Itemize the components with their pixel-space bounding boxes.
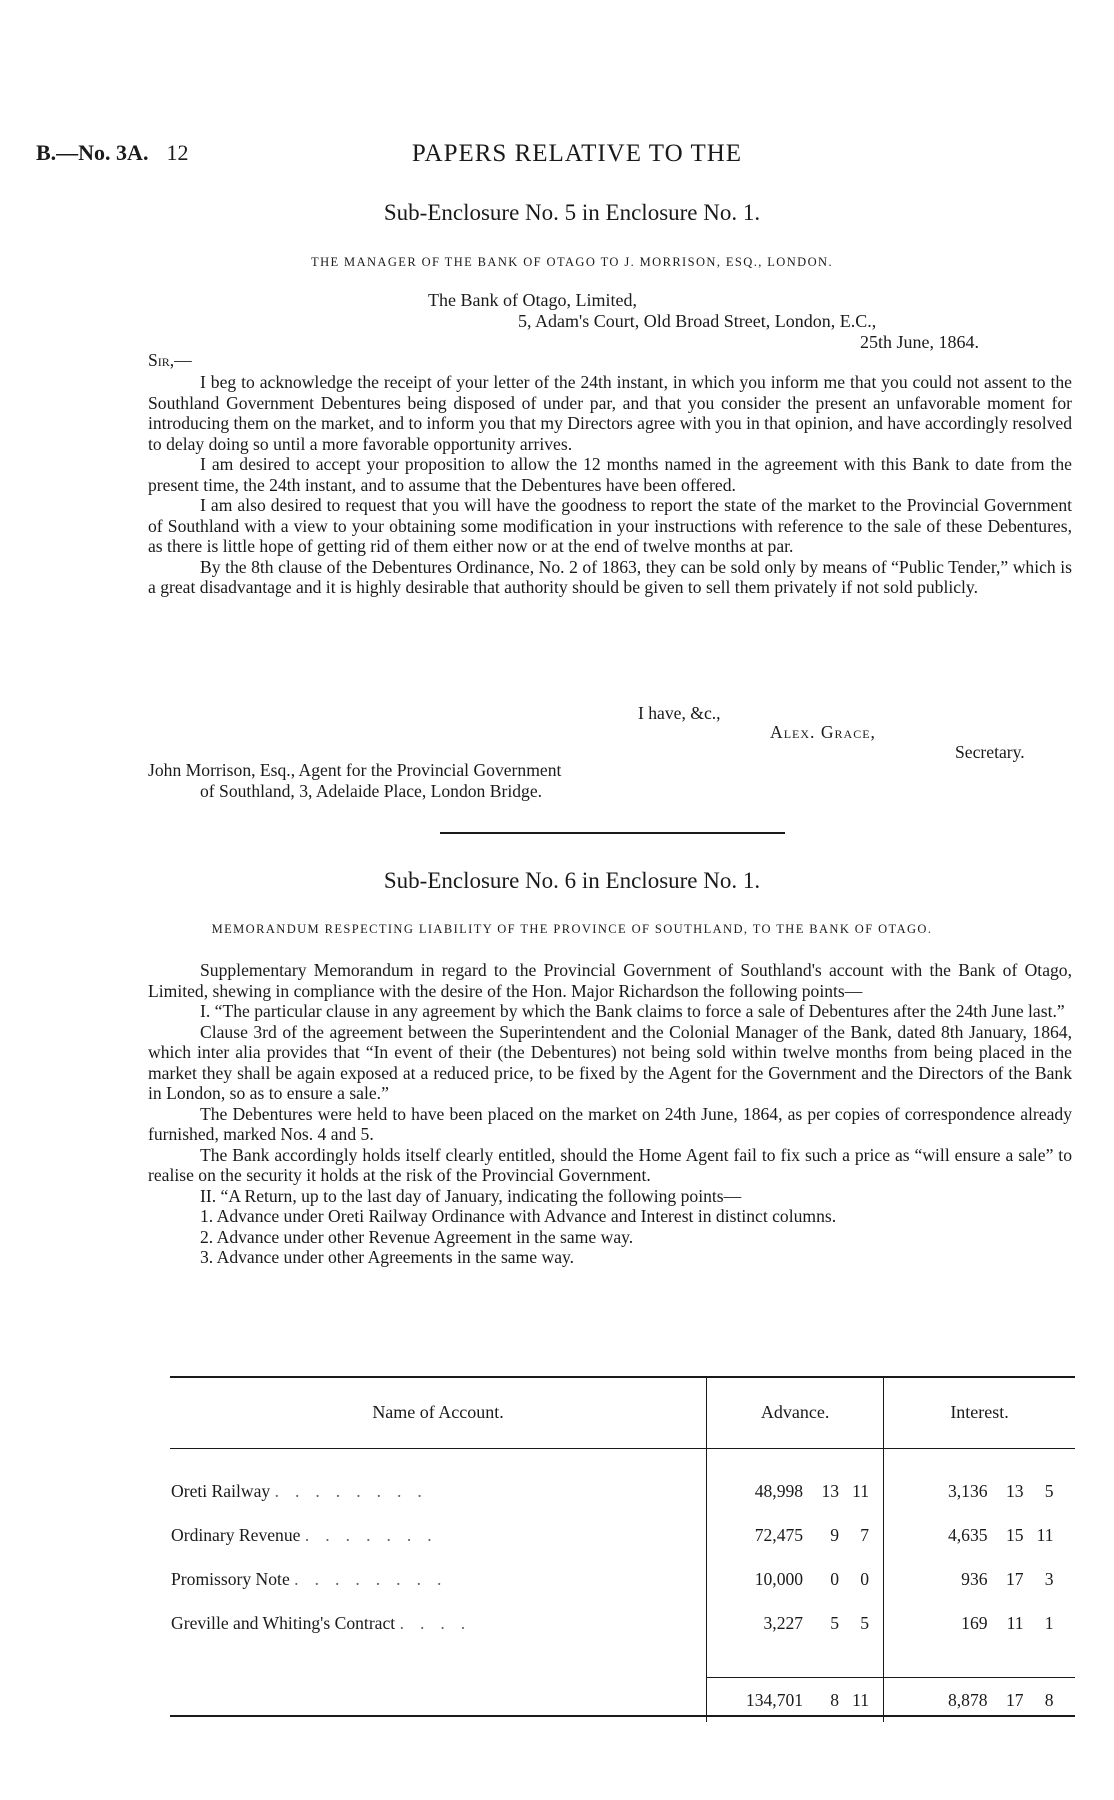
table-row: Promissory Note ........ 10,000 0 0 936 17 3 xyxy=(170,1557,1075,1601)
advance-pence: 0 xyxy=(860,1568,870,1589)
total-advance-shillings: 8 xyxy=(830,1689,840,1710)
memo-paragraph: II. “A Return, up to the last day of January, indicating the following points— xyxy=(200,1185,742,1206)
interest-shillings: 15 xyxy=(1005,1524,1024,1545)
interest-pence: 5 xyxy=(1044,1480,1054,1501)
total-advance-pounds: 134,701 xyxy=(745,1689,804,1710)
advance-shillings: 0 xyxy=(830,1568,840,1589)
memo-paragraph: The Debentures were held to have been placed on the market on 24th June, 1864, as per copies of correspondence already furnished, marked Nos. 4 and 5. xyxy=(148,1103,1072,1144)
sender-address-line-1: The Bank of Otago, Limited, xyxy=(428,290,637,310)
letter-paragraph: I beg to acknowledge the receipt of your letter of the 24th instant, in which you inform me that you could not assent to the Southland Government Debentures being disposed of under par, and that you consider the present an unfavorable moment for introducing them on the market, and to inform you that my Directors agree with you in that opinion, and have accordingly resolved to delay doing so until a more favorable opportunity arrives. xyxy=(148,372,1072,454)
table-row: Ordinary Revenue ....... 72,475 9 7 4,635 15 11 xyxy=(170,1513,1075,1557)
total-interest-pence: 8 xyxy=(1044,1689,1054,1710)
sub-enclosure-5-subheading: THE MANAGER OF THE BANK OF OTAGO TO J. MORRISON, ESQ., LONDON. xyxy=(311,255,833,269)
signatory-name: Alex. Grace, xyxy=(770,722,876,742)
table-row: Greville and Whiting's Contract .... 3,227 5 5 169 11 1 xyxy=(170,1601,1075,1645)
interest-pounds: 3,136 xyxy=(947,1480,988,1501)
interest-shillings: 17 xyxy=(1005,1568,1024,1589)
interest-pence: 1 xyxy=(1044,1612,1054,1633)
reference-number: B.—No. 3A. xyxy=(36,140,149,165)
memo-paragraph: The Bank accordingly holds itself clearly entitled, should the Home Agent fail to fix such a price as “will ensure a sale” to realise on the security it holds at the risk of the Provincial Government. xyxy=(148,1144,1072,1185)
account-name: Oreti Railway xyxy=(171,1480,271,1501)
interest-pence: 3 xyxy=(1044,1568,1054,1589)
memo-list-item: 2. Advance under other Revenue Agreement in the same way. xyxy=(200,1226,634,1247)
advance-shillings: 5 xyxy=(830,1612,840,1633)
account-name: Ordinary Revenue xyxy=(171,1524,301,1545)
recipient-line-2: of Southland, 3, Adelaide Place, London Bridge. xyxy=(200,781,543,801)
advance-pence: 5 xyxy=(860,1612,870,1633)
salutation: Sir,— xyxy=(148,350,192,370)
interest-pounds: 4,635 xyxy=(947,1524,988,1545)
interest-pounds: 169 xyxy=(961,1612,988,1633)
column-header-name: Name of Account. xyxy=(170,1376,707,1449)
column-header-interest: Interest. xyxy=(884,1376,1075,1449)
table-bottom-rule xyxy=(170,1715,1075,1717)
page-number: 12 xyxy=(166,140,189,165)
advance-pence: 11 xyxy=(852,1480,870,1501)
advance-pounds: 10,000 xyxy=(754,1568,804,1589)
account-name: Promissory Note xyxy=(171,1568,290,1589)
running-title: PAPERS RELATIVE TO THE xyxy=(411,140,743,167)
letter-paragraph: I am desired to accept your proposition to allow the 12 months named in the agreement with this Bank to date from the present time, the 24th instant, and to assume that the Debentures have been offered. xyxy=(148,454,1072,495)
memo-list-item: 3. Advance under other Agreements in the same way. xyxy=(200,1247,575,1267)
interest-pence: 11 xyxy=(1036,1524,1054,1545)
advance-pounds: 3,227 xyxy=(763,1612,804,1633)
sub-enclosure-6-subheading: MEMORANDUM RESPECTING LIABILITY OF THE PROVINCE OF SOUTHLAND, TO THE BANK OF OTAGO. xyxy=(211,922,933,936)
memo-paragraph: Supplementary Memorandum in regard to the Provincial Government of Southland's account with the Bank of Otago, Limited, shewing in compliance with the desire of the Hon. Major Richardson the following points— xyxy=(148,960,1072,1001)
section-divider xyxy=(440,832,785,834)
total-advance-pence: 11 xyxy=(852,1689,870,1710)
column-header-advance: Advance. xyxy=(707,1376,884,1449)
interest-shillings: 13 xyxy=(1005,1480,1024,1501)
letter-body xyxy=(148,372,1072,598)
closing: I have, &c., xyxy=(638,703,721,723)
memorandum-body xyxy=(148,960,1072,1268)
memo-paragraph: I. “The particular clause in any agreement by which the Bank claims to force a sale of Debentures after the 24th June last.” xyxy=(200,1001,1065,1021)
advance-shillings: 9 xyxy=(830,1524,840,1545)
interest-shillings: 11 xyxy=(1006,1612,1024,1633)
recipient-line-1: John Morrison, Esq., Agent for the Provincial Government xyxy=(148,760,562,780)
sub-enclosure-5-heading: Sub-Enclosure No. 5 in Enclosure No. 1. xyxy=(383,200,761,225)
advance-pounds: 48,998 xyxy=(754,1480,804,1501)
total-interest-pounds: 8,878 xyxy=(947,1689,988,1710)
memo-list-item: 1. Advance under Oreti Railway Ordinance with Advance and Interest in distinct columns. xyxy=(200,1206,837,1226)
sender-address-line-2: 5, Adam's Court, Old Broad Street, London, E.C., xyxy=(518,311,877,331)
advance-pence: 7 xyxy=(860,1524,870,1545)
account-name: Greville and Whiting's Contract xyxy=(171,1612,396,1633)
total-interest-shillings: 17 xyxy=(1005,1689,1024,1710)
accounts-table xyxy=(170,1376,1075,1722)
table-row: Oreti Railway ........ 48,998 13 11 3,136 13 5 xyxy=(170,1469,1075,1513)
letter-date: 25th June, 1864. xyxy=(860,332,979,352)
sub-enclosure-6-heading: Sub-Enclosure No. 6 in Enclosure No. 1. xyxy=(383,868,761,893)
interest-pounds: 936 xyxy=(961,1568,988,1589)
letter-paragraph: By the 8th clause of the Debentures Ordinance, No. 2 of 1863, they can be sold only by means of “Public Tender,” which is a great disadvantage and it is highly desirable that authority should be given to sell them privately if not sold publicly. xyxy=(148,556,1072,597)
letter-paragraph: I am also desired to request that you will have the goodness to report the state of the market to the Provincial Government of Southland with a view to your obtaining some modification in your instructions with reference to the sale of these Debentures, as there is little hope of getting rid of them either now or at the end of twelve months at par. xyxy=(148,495,1072,556)
signatory-title: Secretary. xyxy=(955,742,1025,762)
memo-paragraph: Clause 3rd of the agreement between the Superintendent and the Colonial Manager of the Bank, dated 8th January, 1864, which inter alia provides that “In event of their (the Debentures) not being sold within twelve months from being placed in the market they shall be again exposed at a reduced price, to be fixed by the Agent for the Government and the Directors of the Bank in London, so as to ensure a sale.” xyxy=(148,1021,1072,1103)
table-header-row xyxy=(170,1376,1075,1449)
advance-pounds: 72,475 xyxy=(754,1524,804,1545)
advance-shillings: 13 xyxy=(821,1480,840,1501)
